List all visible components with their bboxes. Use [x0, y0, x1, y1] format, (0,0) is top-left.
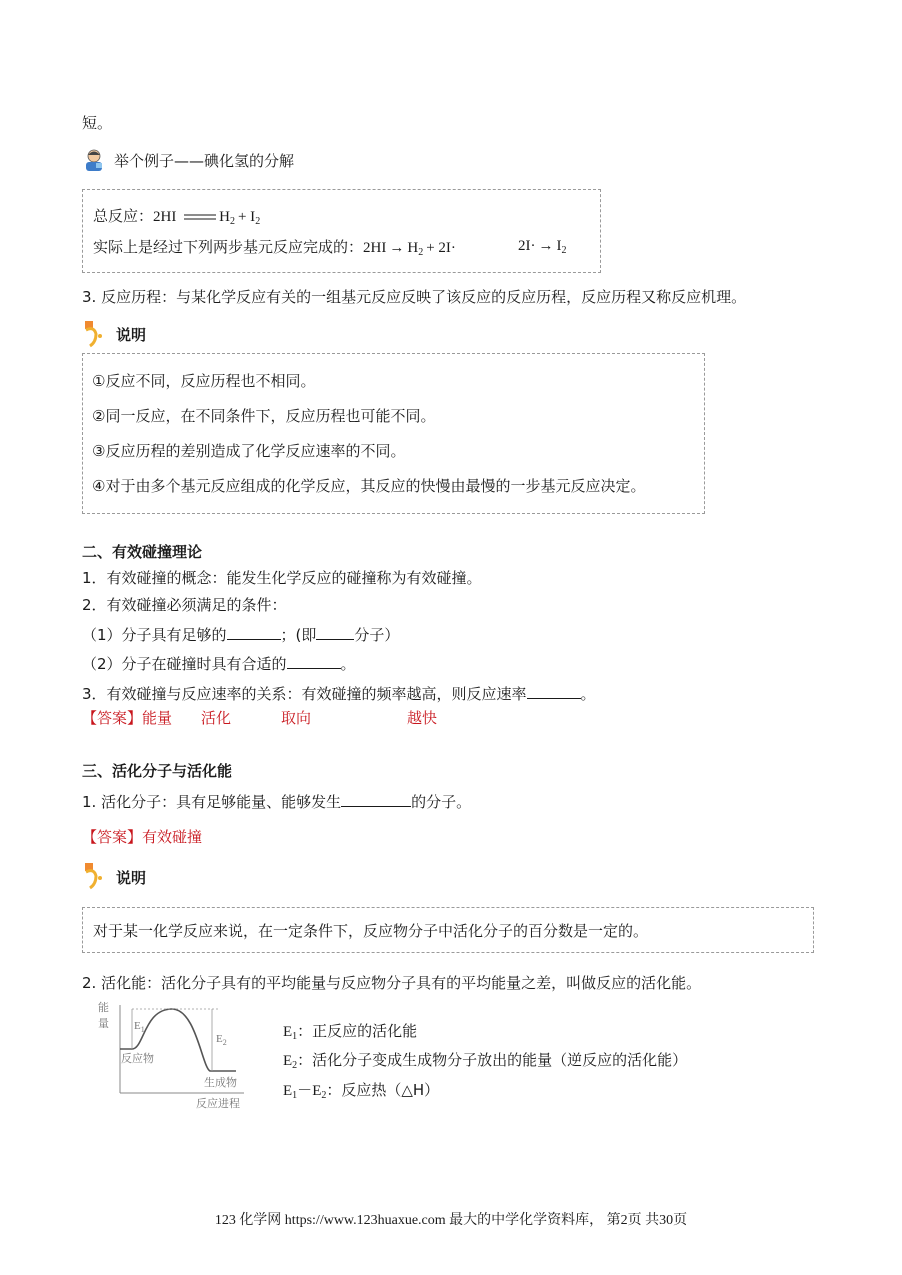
line4-b: 。: [340, 655, 356, 673]
lightbulb-note-icon: [82, 320, 106, 348]
answer-faster: 越快: [407, 709, 438, 727]
total-i-sub: 2: [255, 216, 261, 227]
y-label-2: 量: [98, 1017, 109, 1030]
line5-b: 。: [580, 685, 596, 703]
continued-text: 短。: [82, 114, 113, 132]
diff-e2: E: [312, 1083, 322, 1099]
section2-line4: [82, 653, 356, 674]
arrow-icon: →: [538, 238, 554, 254]
y-label-1: 能: [98, 1001, 109, 1014]
line4-a: （2）分子在碰撞时具有合适的: [82, 655, 287, 673]
step1-sub: 2: [418, 247, 424, 258]
e2-label: $E_2$: [216, 1033, 227, 1047]
step1-lhs: 2HI: [363, 240, 387, 256]
answer-effective-collision: 有效碰撞: [142, 828, 203, 846]
total-plus: + I: [237, 209, 256, 225]
diff-text: ：反应热（△H）: [326, 1081, 440, 1099]
s3-line1-b: 的分子。: [411, 793, 472, 811]
e1-symbol: E: [283, 1024, 293, 1040]
e1-text: ：正反应的活化能: [297, 1022, 418, 1040]
section2-answer: [82, 707, 172, 728]
e1-label: $E_1$: [134, 1020, 145, 1034]
answer-orientation: 取向: [281, 709, 312, 727]
legend-diff: [283, 1079, 439, 1100]
diff-e1: E: [283, 1083, 293, 1099]
blank-orientation: [287, 654, 341, 669]
step2: [518, 236, 567, 255]
legend-e2: [283, 1049, 687, 1070]
total-reaction: [93, 205, 260, 226]
answer-activated: 活化: [201, 709, 232, 727]
step2-sub: 2: [561, 245, 567, 256]
line3-b: ；(即: [280, 626, 317, 644]
step1-h: H: [407, 240, 419, 256]
answer-label: 【答案】: [82, 828, 143, 846]
product-label: 生成物: [204, 1076, 237, 1089]
e2-text: ：活化分子变成生成物分子放出的能量（逆反应的活化能）: [297, 1051, 688, 1069]
total-lhs: 2HI: [153, 209, 177, 225]
note1-item: ③反应历程的差别造成了化学反应速率的不同。: [92, 442, 406, 460]
note1-item: ②同一反应，在不同条件下，反应历程也可能不同。: [92, 407, 436, 425]
e1-sub: 1: [292, 1031, 298, 1042]
line3-a: （1）分子具有足够的: [82, 626, 227, 644]
energy-diagram: [94, 997, 254, 1112]
section2-heading: 二、有效碰撞理论: [82, 543, 203, 561]
step1-tail: + 2I·: [426, 240, 456, 256]
x-axis-label: 反应进程: [196, 1097, 240, 1110]
section3-answer: [82, 826, 202, 847]
section2-line3: [82, 624, 399, 645]
step2-lhs: 2I·: [518, 238, 536, 254]
blank-effective: [341, 792, 411, 807]
s3-line1-a: 1. 活化分子：具有足够能量、能够发生: [82, 793, 342, 811]
minus-sign: －: [297, 1081, 313, 1099]
section3-line2: 2. 活化能：活化分子具有的平均能量与反应物分子具有的平均能量之差，叫做反应的活化能。: [82, 974, 702, 992]
blank-activated: [316, 625, 354, 640]
section2-line2: 2．有效碰撞必须满足的条件：: [82, 596, 287, 614]
line3-c: 分子）: [354, 626, 400, 644]
section3-heading: 三、活化分子与活化能: [82, 762, 233, 780]
actual-steps: [93, 236, 456, 257]
note1-item: ④对于由多个基元反应组成的化学反应，其反应的快慢由最慢的一步基元反应决定。: [92, 477, 646, 495]
step2-i: I: [556, 238, 562, 254]
page-footer: 123 化学网 https://www.123huaxue.com 最大的中学化学资料库， 第2页 共30页: [214, 1213, 688, 1228]
total-label: 总反应：: [93, 207, 154, 225]
equals-arrow-icon: [183, 212, 217, 222]
legend-e1: [283, 1020, 417, 1041]
total-h-sub: 2: [229, 216, 235, 227]
note2-text: 对于某一化学反应来说，在一定条件下，反应物分子中活化分子的百分数是一定的。: [93, 922, 649, 940]
e2-symbol: E: [283, 1053, 293, 1069]
note1-item: ①反应不同，反应历程也不相同。: [92, 372, 316, 390]
note2-title: 说明: [116, 869, 147, 887]
example-title: 举个例子——碘化氢的分解: [114, 152, 295, 170]
note1-title: 说明: [116, 326, 147, 344]
section2-line1: 1．有效碰撞的概念：能发生化学反应的碰撞称为有效碰撞。: [82, 569, 482, 587]
reactant-label: 反应物: [121, 1052, 154, 1065]
answer-energy: 能量: [142, 709, 173, 727]
blank-faster: [527, 684, 581, 699]
arrow-icon: →: [389, 240, 405, 256]
total-h: H: [219, 209, 230, 225]
section2-line5: [82, 683, 596, 704]
diff-e1-sub: 1: [292, 1090, 298, 1101]
lightbulb-note-icon: [82, 862, 106, 890]
actual-text: 实际上是经过下列两步基元反应完成的：: [93, 238, 364, 256]
diff-e2-sub: 2: [321, 1090, 327, 1101]
e2-sub: 2: [292, 1060, 298, 1071]
section3-line1: [82, 791, 471, 812]
answer-label: 【答案】: [82, 709, 143, 727]
blank-energy: [227, 625, 281, 640]
example-box: [82, 189, 601, 273]
reaction-mechanism-text: 3. 反应历程：与某化学反应有关的一组基元反应反映了该反应的反应历程，反应历程又称反应机理。: [82, 288, 747, 306]
line5-a: 3．有效碰撞与反应速率的关系：有效碰撞的频率越高，则反应速率: [82, 685, 527, 703]
teacher-icon: [83, 148, 105, 172]
